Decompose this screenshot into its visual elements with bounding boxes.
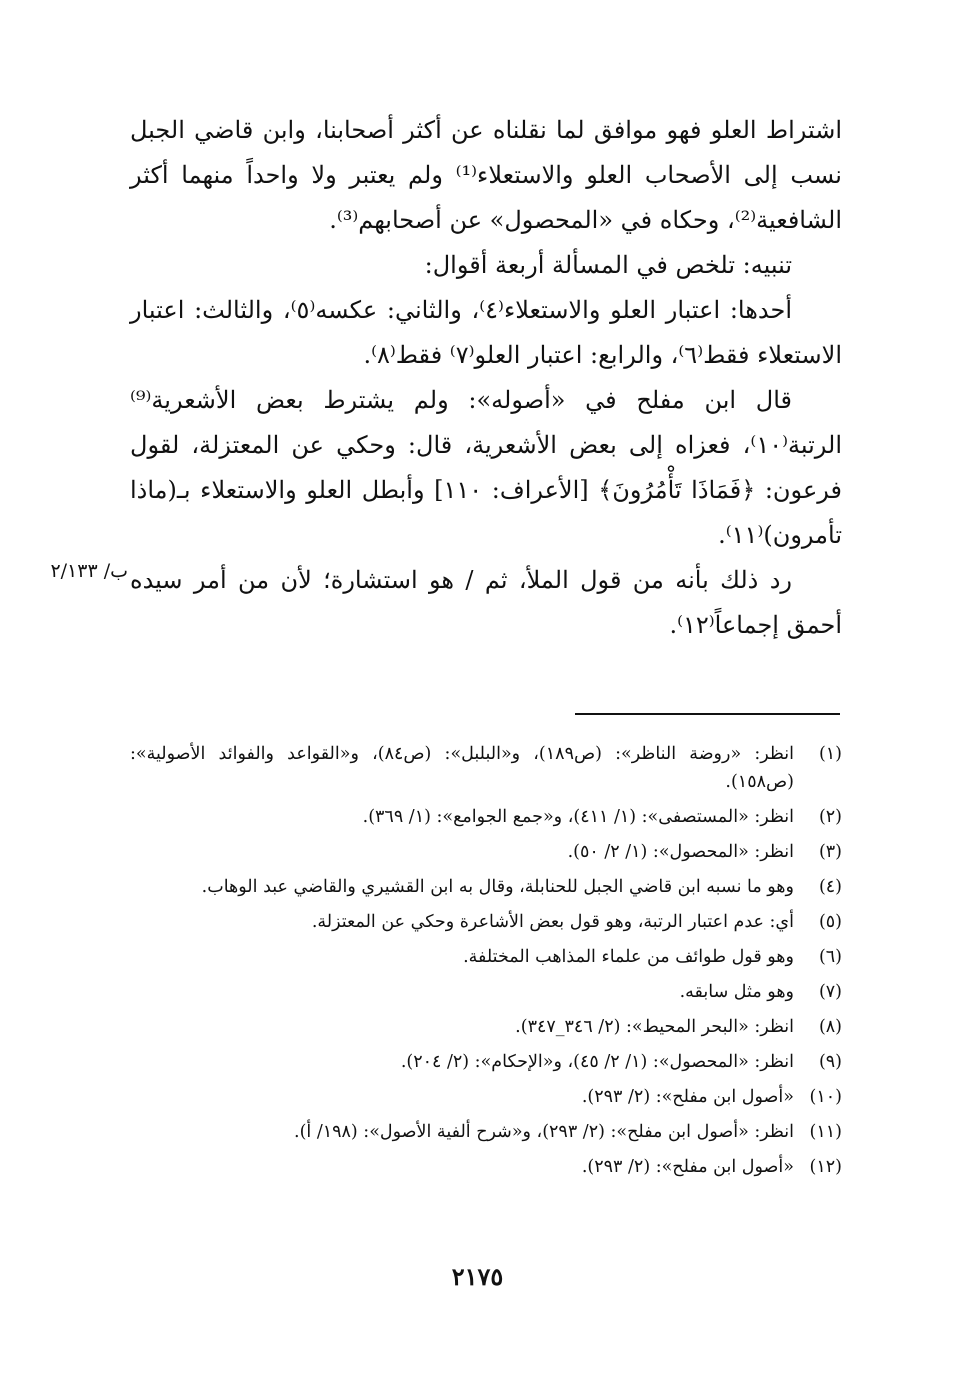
footnote-text: وهو قول طوائف من علماء المذاهب المختلفة. <box>463 947 794 967</box>
paragraph-3: أحدها: اعتبار العلو والاستعلاء⁽٤⁾، والثاني: عكسه⁽٥⁾، والثالث: اعتبار الاستعلاء فقط⁽٦⁾، والرابع: اعتبار العلو⁽٧⁾ فقط⁽٨⁾. <box>130 296 842 369</box>
main-text <box>130 108 842 648</box>
footnote-number: (٧) <box>818 982 842 1002</box>
paragraph-1: اشتراط العلو فهو موافق لما نقلناه عن أكثر أصحابنا، وابن قاضي الجبل نسب إلى الأصحاب العلو والاستعلاء⁽¹⁾ ولم يعتبر ولا واحداً منهما أكثر الشافعية⁽²⁾، وحكاه في «المحصول» عن أصحابهم⁽³⁾. <box>130 116 842 234</box>
footnote-11 <box>130 1118 842 1146</box>
footnote-10 <box>130 1083 842 1111</box>
footnote-number: (٩) <box>818 1052 842 1072</box>
footnote-number: (٨) <box>818 1017 842 1037</box>
footnotes <box>130 740 842 1188</box>
footnote-number: (٥) <box>818 912 842 932</box>
footnote-text: «أصول ابن مفلح»: (٢/ ٢٩٣). <box>581 1157 794 1177</box>
footnote-text: «أصول ابن مفلح»: (٢/ ٢٩٣). <box>581 1087 794 1107</box>
footnote-number: (٦) <box>818 947 842 967</box>
manuscript-folio-note: ب/ ٢/١٣٣ <box>50 560 128 582</box>
footnote-separator <box>575 713 840 715</box>
footnote-number: (١) <box>818 744 842 764</box>
footnote-number: (١٢) <box>809 1157 842 1177</box>
footnote-number: (٤) <box>818 877 842 897</box>
page-number: ٢١٧٥ <box>451 1262 504 1291</box>
footnote-text: انظر: «البحر المحيط»: (٢/ ٣٤٦_٣٤٧). <box>515 1017 794 1037</box>
footnote-text: أي: عدم اعتبار الرتبة، وهو قول بعض الأشاعرة وحكي عن المعتزلة. <box>311 912 794 932</box>
footnote-6 <box>130 943 842 971</box>
footnote-text: وهو مثل سابقه. <box>679 982 794 1002</box>
footnote-5 <box>130 908 842 936</box>
paragraph-5: رد ذلك بأنه من قول الملأ، ثم / هو استشارة؛ لأن من أمر سيده أحمق إجماعاً⁽١٢⁾. <box>130 566 842 639</box>
footnote-text: انظر: «روضة الناظر»: (ص١٨٩)، و«البلبل»: (ص٨٤)، و«القواعد والفوائد الأصولية»: (ص١٥٨). <box>130 744 794 792</box>
footnote-4 <box>130 873 842 901</box>
footnote-number: (١١) <box>809 1122 842 1142</box>
footnote-3 <box>130 838 842 866</box>
footnote-text: انظر: «أصول ابن مفلح»: (٢/ ٢٩٣)، و«شرح ألفية الأصول»: (١٩٨/ أ). <box>294 1122 794 1142</box>
footnote-text: وهو ما نسبه ابن قاضي الجبل للحنابلة، وقال به ابن القشيري والقاضي عبد الوهاب. <box>201 877 794 897</box>
paragraph-2: تنبيه: تلخص في المسألة أربعة أقوال: <box>424 251 792 279</box>
footnote-7 <box>130 978 842 1006</box>
footnote-1 <box>130 740 842 796</box>
footnote-text: انظر: «المحصول»: (١/ ٢/ ٥٠). <box>567 842 794 862</box>
footnote-text: انظر: «المحصول»: (١/ ٢/ ٤٥)، و«الإحكام»: (٢/ ٢٠٤). <box>400 1052 794 1072</box>
footnote-number: (١٠) <box>809 1087 842 1107</box>
paragraph-4: قال ابن مفلح في «أصوله»: ولم يشترط بعض الأشعرية⁽⁹⁾ الرتبة⁽١٠⁾، فعزاه إلى بعض الأشعرية، قال: وحكي عن المعتزلة، لقول فرعون: ﴿فَمَاذَا تَأْمُرُونَ﴾ [الأعراف: ١١٠] وأبطل العلو والاستعلاء بـ(ماذا تأمرون)⁽١١⁾. <box>130 386 842 549</box>
footnote-text: انظر: «المستصفى»: (١/ ٤١١)، و«جمع الجوامع»: (١/ ٣٦٩). <box>362 807 794 827</box>
footnote-8 <box>130 1013 842 1041</box>
footnote-9 <box>130 1048 842 1076</box>
footnote-number: (٣) <box>818 842 842 862</box>
footnote-2 <box>130 803 842 831</box>
footnote-12 <box>130 1153 842 1181</box>
footnote-number: (٢) <box>818 807 842 827</box>
